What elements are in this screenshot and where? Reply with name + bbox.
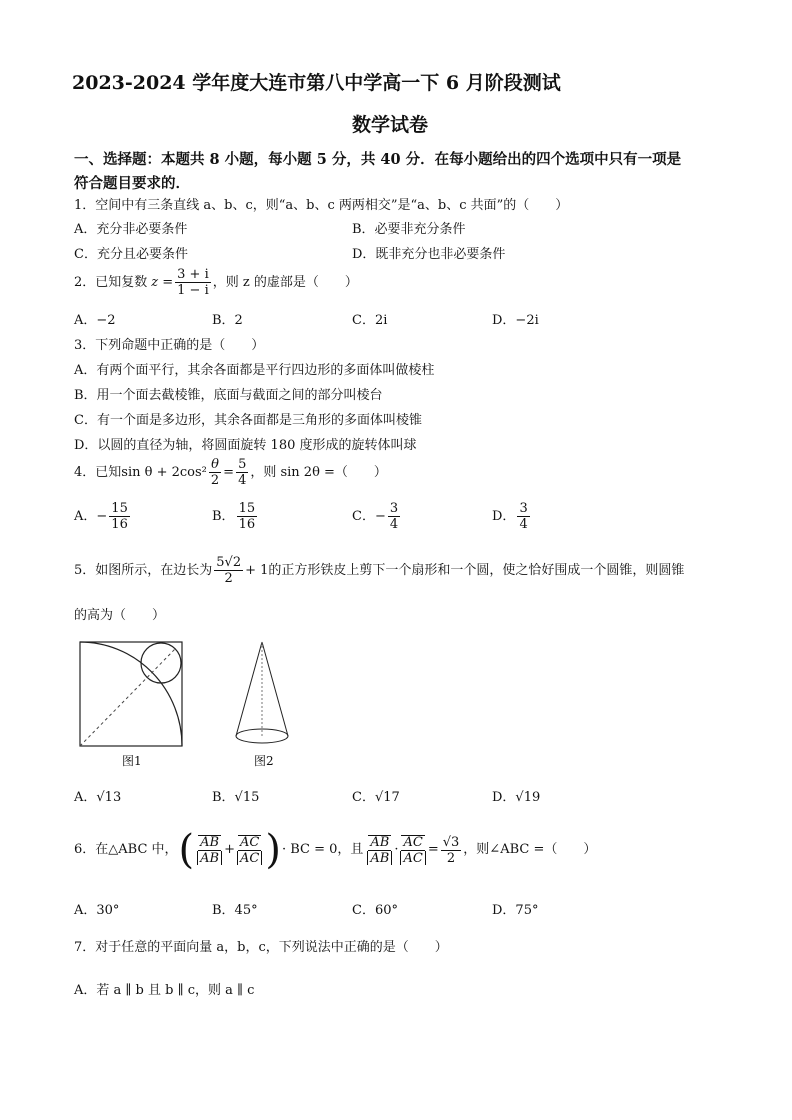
q4-option-a-num: 15 xyxy=(111,501,128,516)
q5-line2: 的高为（ ） xyxy=(74,608,166,623)
q5-option-a: A．√13 xyxy=(74,790,122,805)
q4-option-d-num: 3 xyxy=(519,501,528,516)
q4-equals: = xyxy=(223,464,235,480)
q6-option-b: B．45° xyxy=(212,903,258,918)
q6-ratio xyxy=(441,836,462,865)
q6-stem xyxy=(74,827,597,873)
q1-option-a: A．充分非必要条件 xyxy=(74,222,188,237)
q4-option-a-den: 16 xyxy=(111,517,128,532)
q5-stem xyxy=(74,556,684,585)
page-subtitle: 数学试卷 xyxy=(352,114,429,136)
q4-option-c-sign: − xyxy=(374,508,386,524)
q2-option-c: C．2i xyxy=(352,313,388,328)
q4-fraction-value xyxy=(236,458,248,487)
q5-plus: + 1 xyxy=(245,562,269,578)
q6-ac-num: AC xyxy=(240,835,260,850)
q5-prefix: 5．如图所示，在边长为 xyxy=(74,562,213,578)
q7-stem: 7．对于任意的平面向量 a，b，c，下列说法中正确的是（ ） xyxy=(74,940,448,955)
q2-numerator: 3 + i xyxy=(177,267,209,282)
q1-stem: 1．空间中有三条直线 a、b、c，则“a、b、c 两两相交”是“a、b、c 共面”的（ ） xyxy=(74,198,569,213)
q4-value-num: 5 xyxy=(238,457,247,472)
q6-dot-zero: · BC = 0，且 xyxy=(281,842,364,857)
q4-expr: sin θ + 2cos² xyxy=(121,464,207,480)
q5-suffix: 的正方形铁皮上剪下一个扇形和一个圆，使之恰好围成一个圆锥，则圆锥 xyxy=(268,562,685,578)
q2-fraction xyxy=(175,268,211,297)
q2-denominator: 1 − i xyxy=(177,283,209,298)
q6-paren-close: ) xyxy=(265,827,281,873)
q5-num: 5√2 xyxy=(216,555,242,570)
q6-paren-open: ( xyxy=(178,827,195,873)
q1-option-c: C．充分且必要条件 xyxy=(74,247,188,262)
q4-option-a-label: A． xyxy=(74,508,97,524)
q3-option-d: D．以圆的直径为轴，将圆面旋转 180 度形成的旋转体叫球 xyxy=(74,438,417,453)
q6-prefix: 6．在△ABC 中， xyxy=(74,842,178,857)
q6-unit-ac xyxy=(237,835,262,865)
q4-option-a xyxy=(74,502,132,531)
q4-option-c-fraction xyxy=(388,502,400,531)
q3-option-c: C．有一个面是多边形，其余各面都是三角形的多面体叫棱锥 xyxy=(74,413,422,428)
q6-ab-den: AB xyxy=(197,851,222,865)
q4-option-d-label: D． xyxy=(492,508,516,524)
section-heading-line1: 一、选择题：本题共 8 小题，每小题 5 分，共 40 分．在每小题给出的四个选项中只有一项是 xyxy=(74,151,682,168)
q4-option-c xyxy=(352,502,402,531)
q4-option-a-sign: − xyxy=(96,508,108,524)
q3-option-b: B．用一个面去截棱锥，底面与截面之间的部分叫棱台 xyxy=(74,388,383,403)
q5-figure-1 xyxy=(78,640,184,750)
q4-suffix: ，则 sin 2θ =（ ） xyxy=(250,464,387,480)
q6-ac2-num: AC xyxy=(403,835,423,850)
q3-stem: 3．下列命题中正确的是（ ） xyxy=(74,338,265,353)
q2-option-a: A．−2 xyxy=(74,313,116,328)
q6-suffix: ，则∠ABC =（ ） xyxy=(463,842,597,857)
q6-unit-ab-2 xyxy=(367,835,392,865)
q4-option-a-fraction xyxy=(109,502,130,531)
q4-fraction-theta xyxy=(209,458,221,487)
q6-unit-ac-2 xyxy=(400,835,425,865)
q1-option-b: B．必要非充分条件 xyxy=(352,222,466,237)
q7-option-a: A．若 a ∥ b 且 b ∥ c，则 a ∥ c xyxy=(74,983,255,998)
q6-ac2-den: AC xyxy=(400,851,425,865)
q4-theta-num: θ xyxy=(211,457,219,472)
q6-option-d: D．75° xyxy=(492,903,539,918)
q4-option-b-label: B． xyxy=(212,508,235,524)
section-heading-line2: 符合题目要求的． xyxy=(74,175,190,192)
q4-option-b-fraction xyxy=(237,502,258,531)
q4-stem xyxy=(74,458,387,487)
q4-option-b-num: 15 xyxy=(238,501,256,516)
q2-option-d: D．−2i xyxy=(492,313,539,328)
q4-option-b-den: 16 xyxy=(238,517,256,532)
q2-prefix: 2．已知复数 xyxy=(74,274,148,290)
q5-option-c: C．√17 xyxy=(352,790,400,805)
q4-option-c-num: 3 xyxy=(389,501,399,516)
q5-den: 2 xyxy=(224,571,233,586)
q2-suffix: ，则 z 的虚部是（ ） xyxy=(212,274,358,290)
q2-option-b: B．2 xyxy=(212,313,243,328)
q4-prefix: 4．已知 xyxy=(74,464,122,480)
q6-ratio-num: √3 xyxy=(442,834,460,850)
q6-ratio-den: 2 xyxy=(446,850,456,866)
q6-unit-ab xyxy=(197,835,222,865)
q6-ab2-num: AB xyxy=(370,835,390,850)
q4-option-c-label: C． xyxy=(352,508,375,524)
q4-option-d xyxy=(492,502,532,531)
q4-option-d-den: 4 xyxy=(519,517,528,532)
q2-stem xyxy=(74,268,358,297)
q6-ab2-den: AB xyxy=(367,851,392,865)
q5-fraction xyxy=(214,556,243,585)
q5-figure-2 xyxy=(232,640,292,748)
q4-theta-den: 2 xyxy=(210,473,220,488)
q2-z: z = xyxy=(151,274,174,290)
q1-option-d: D．既非充分也非必要条件 xyxy=(352,247,506,262)
q6-ab-num: AB xyxy=(200,835,220,850)
q4-value-den: 4 xyxy=(238,473,247,488)
q5-figure-1-label: 图1 xyxy=(122,754,142,768)
q6-option-a: A．30° xyxy=(74,903,120,918)
q6-option-c: C．60° xyxy=(352,903,398,918)
q4-option-b xyxy=(212,502,259,531)
q6-ac-den: AC xyxy=(237,851,262,865)
q4-option-d-fraction xyxy=(517,502,529,531)
q5-option-b: B．√15 xyxy=(212,790,260,805)
q6-dot: · xyxy=(394,842,399,857)
q6-equals: = xyxy=(427,842,439,857)
q4-option-c-den: 4 xyxy=(389,517,399,532)
q5-figure-2-label: 图2 xyxy=(254,754,274,768)
page-title: 2023-2024 学年度大连市第八中学高一下 6 月阶段测试 xyxy=(72,72,561,94)
q5-option-d: D．√19 xyxy=(492,790,541,805)
q6-plus: + xyxy=(224,842,235,857)
q3-option-a: A．有两个面平行，其余各面都是平行四边形的多面体叫做棱柱 xyxy=(74,363,435,378)
